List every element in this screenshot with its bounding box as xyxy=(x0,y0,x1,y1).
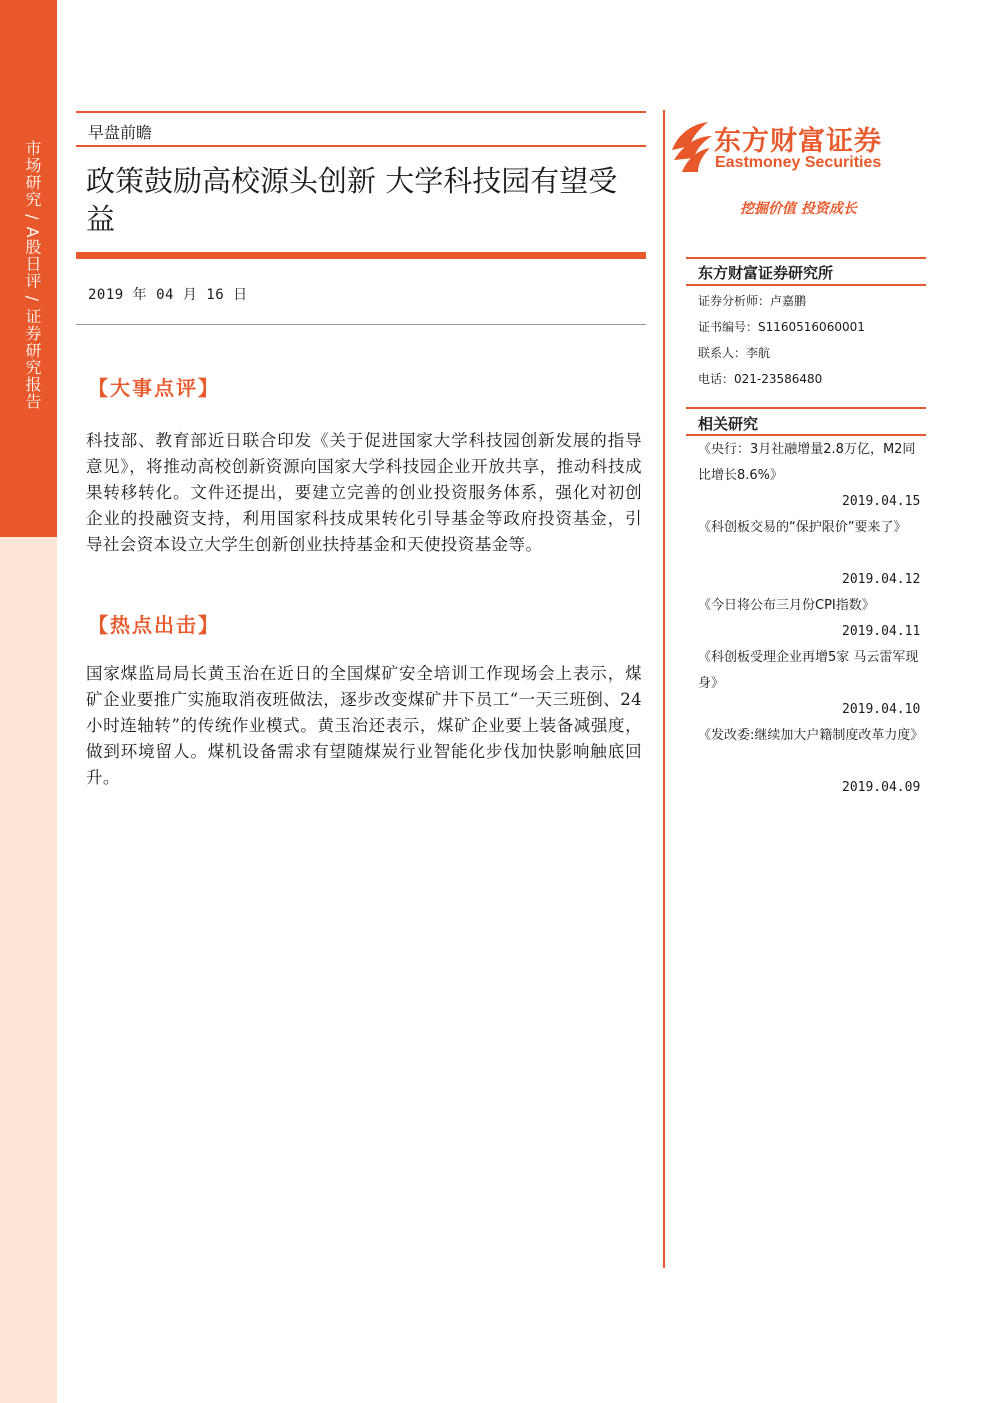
related-heading: 相关研究 xyxy=(698,415,759,433)
related-item-title[interactable]: 《科创板交易的“保护限价”要来了》 xyxy=(698,520,907,535)
brand-slogan: 挖掘价值 投资成长 xyxy=(740,201,857,217)
report-title: 政策鼓励高校源头创新 大学科技园有望受益 xyxy=(86,164,618,236)
related-item-title[interactable]: 《央行：3月社融增量2.8万亿，M2同比增长8.6%》 xyxy=(698,442,916,483)
analyst-name: 证券分析师：卢嘉鹏 xyxy=(698,294,807,308)
related-item-title[interactable]: 《今日将公布三月份CPI指数》 xyxy=(698,598,875,613)
phone-number: 电话：021-23586480 xyxy=(698,372,823,386)
title-rule xyxy=(76,252,646,259)
related-item-date: 2019.04.11 xyxy=(842,624,921,639)
related-item-date: 2019.04.15 xyxy=(842,494,921,509)
related-item-date: 2019.04.09 xyxy=(842,780,921,795)
brand-name-en: Eastmoney Securities xyxy=(715,154,882,171)
report-date: 2019 年 04 月 16 日 xyxy=(88,287,248,303)
sidebar-vertical-text: 市场研究 / A股日评 / 证券研究报告 xyxy=(23,140,42,411)
sidebar-band xyxy=(0,0,57,1403)
section-label: 早盘前瞻 xyxy=(88,123,153,142)
cert-number: 证书编号：S1160516060001 xyxy=(698,320,865,334)
section-heading-hotspot: 【热点出击】 xyxy=(88,613,220,637)
related-item-title[interactable]: 《发改委:继续加大户籍制度改革力度》 xyxy=(698,728,924,743)
institute-bottom-rule xyxy=(686,284,926,286)
related-item-date: 2019.04.12 xyxy=(842,572,921,587)
related-top-rule xyxy=(686,407,926,409)
top-rule xyxy=(76,111,646,113)
institute-name: 东方财富证券研究所 xyxy=(698,264,834,282)
column-divider xyxy=(663,110,665,1268)
label-rule xyxy=(76,145,646,147)
section-text-events: 科技部、教育部近日联合印发《关于促进国家大学科技园创新发展的指导意见》，将推动高校创新资源向国家大学科技园企业开放共享，推动科技成果转移转化。文件还提出，要建立完善的创业投资服务体系，强化对初创企业的投融资支持，利用国家科技成果转化引导基金等政府投资基金，引导社会资本设立大学生创新创业扶持基金和天使投资基金等。 xyxy=(86,431,642,554)
date-rule xyxy=(76,324,646,325)
institute-top-rule xyxy=(686,257,926,259)
brand-name-cn: 东方财富证券 xyxy=(714,126,882,157)
contact-person: 联系人：李航 xyxy=(698,346,771,360)
related-bottom-rule xyxy=(686,434,926,436)
section-heading-events: 【大事点评】 xyxy=(88,376,220,400)
related-item-date: 2019.04.10 xyxy=(842,702,921,717)
related-item-title[interactable]: 《科创板受理企业再增5家 马云雷军现身》 xyxy=(698,650,919,691)
section-text-hotspot: 国家煤监局局长黄玉治在近日的全国煤矿安全培训工作现场会上表示，煤矿企业要推广实施取消夜班做法，逐步改变煤矿井下员工“一天三班倒、24小时连轴转”的传统作业模式。黄玉治还表示，煤矿企业要上装备减强度，做到环境留人。煤机设备需求有望随煤炭行业智能化步伐加快影响触底回升。 xyxy=(86,664,642,787)
